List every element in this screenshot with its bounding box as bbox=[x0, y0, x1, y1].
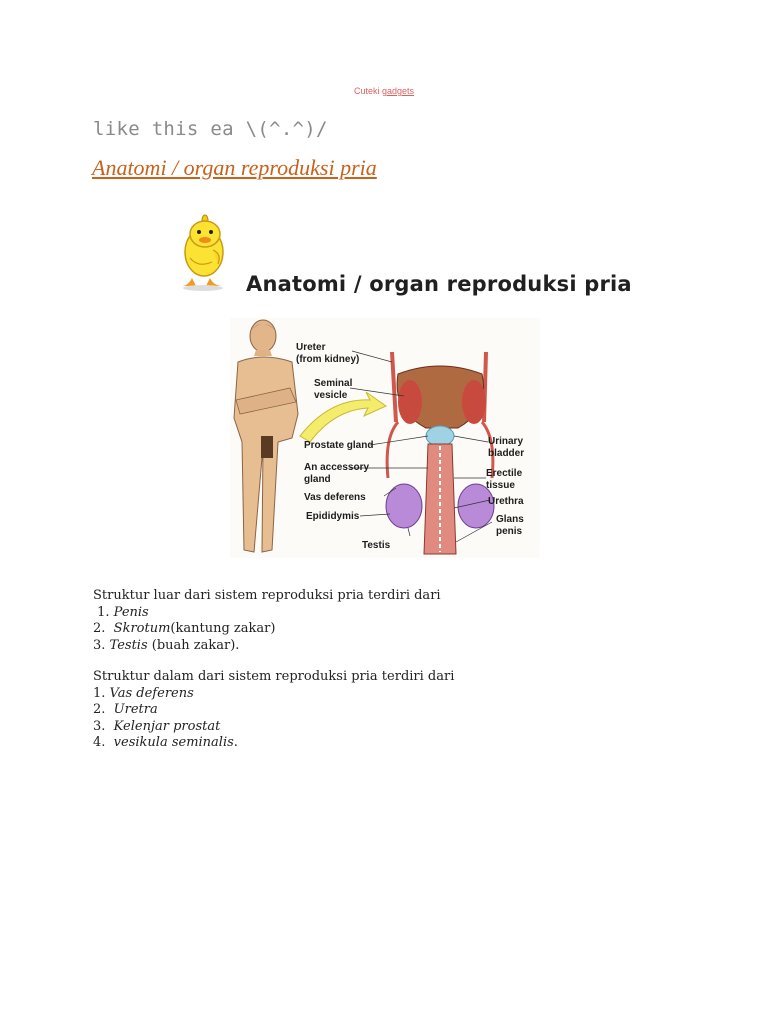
list-item: 2. Uretra bbox=[93, 702, 158, 717]
list-item: 3. Kelenjar prostat bbox=[93, 718, 221, 734]
gadget-credit bbox=[0, 86, 768, 96]
list-item: 1. Penis bbox=[93, 604, 149, 620]
list-item: 4. vesikula seminalis. bbox=[93, 735, 238, 750]
tagline: like this ea \(^.^)/ bbox=[93, 118, 328, 140]
organ-illustration bbox=[386, 352, 494, 554]
duck-icon bbox=[178, 212, 228, 294]
label-penis: penis bbox=[496, 526, 523, 537]
label-vas-deferens: Vas deferens bbox=[304, 492, 366, 503]
list-item: 3. Testis (buah zakar). bbox=[93, 637, 240, 653]
label-testis: Testis bbox=[362, 540, 391, 551]
section-intro: Struktur luar dari sistem reproduksi pria terdiri dari bbox=[93, 588, 441, 603]
label-prostate-gland: Prostate gland bbox=[304, 440, 374, 451]
label-bladder: bladder bbox=[488, 448, 525, 459]
label-ureter: Ureter bbox=[296, 342, 326, 353]
label-erectile: Erectile bbox=[486, 468, 523, 479]
label-from-kidney: (from kidney) bbox=[296, 354, 360, 365]
label-epididymis: Epididymis bbox=[306, 511, 360, 522]
label-seminal: Seminal bbox=[314, 378, 353, 389]
gadgets-link[interactable]: gadgets bbox=[381, 86, 415, 96]
label-gland: gland bbox=[304, 474, 331, 485]
post-title-link[interactable]: Anatomi / organ reproduksi pria bbox=[92, 155, 377, 180]
anatomy-diagram bbox=[230, 318, 540, 558]
label-accessory: An accessory bbox=[304, 462, 370, 473]
male-figure bbox=[234, 320, 298, 552]
label-tissue: tissue bbox=[486, 480, 515, 491]
internal-structure-section bbox=[93, 669, 454, 752]
external-structure-section bbox=[93, 588, 441, 654]
label-vesicle: vesicle bbox=[314, 390, 348, 401]
label-urinary: Urinary bbox=[488, 436, 524, 447]
credit-prefix: Cuteki bbox=[353, 86, 382, 96]
label-urethra: Urethra bbox=[488, 496, 524, 507]
section-intro: Struktur dalam dari sistem reproduksi pria terdiri dari bbox=[93, 669, 455, 684]
list-item: 2. Skrotum(kantung zakar) bbox=[93, 621, 276, 636]
image-heading: Anatomi / organ reproduksi pria bbox=[246, 272, 632, 296]
list-item: 1. Vas deferens bbox=[93, 685, 194, 701]
label-glans: Glans bbox=[496, 514, 524, 525]
